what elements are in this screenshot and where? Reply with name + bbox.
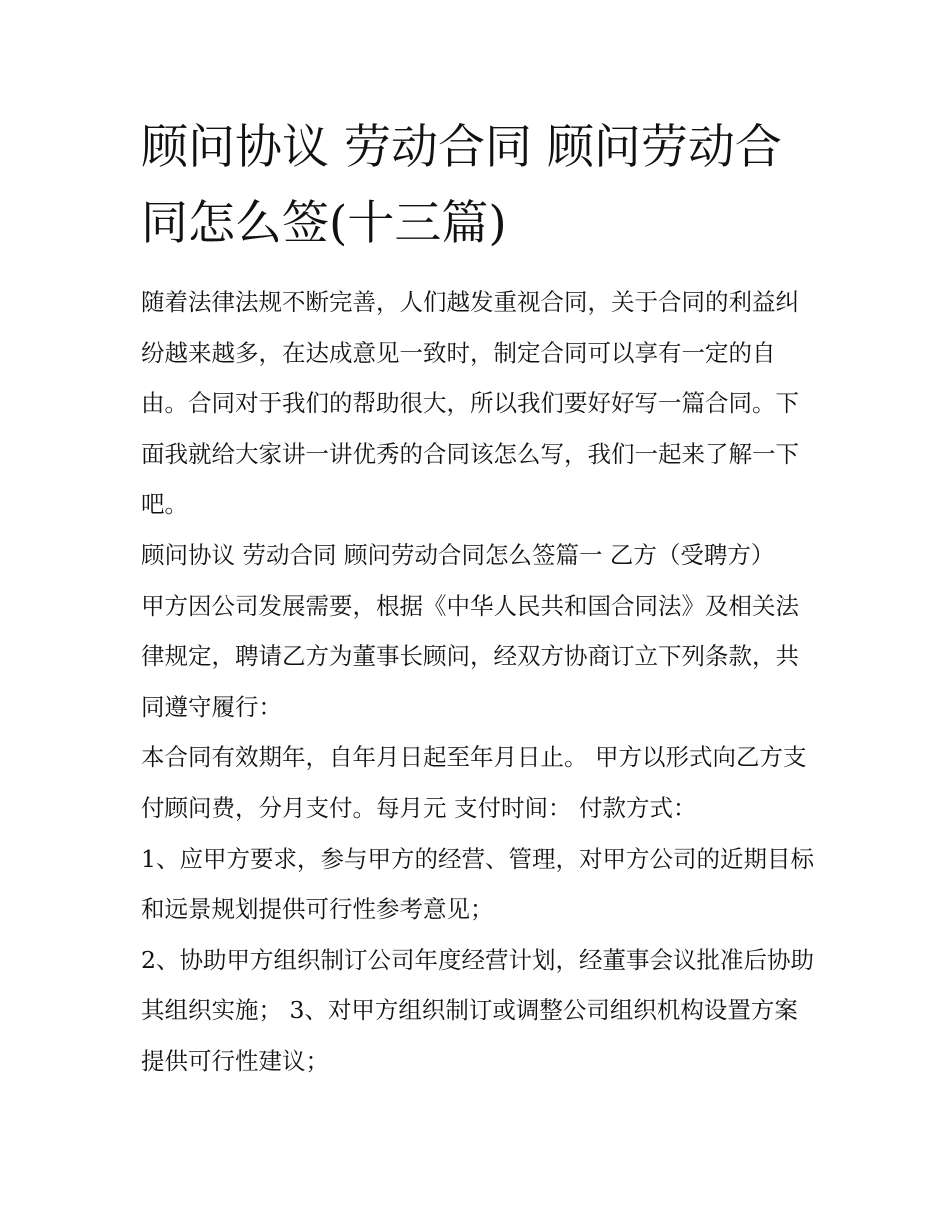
document-body	[141, 277, 821, 1087]
paragraph-term-and-fee: 本合同有效期年，自年月日起至年月日止。 甲方以形式向乙方支付顾问费，分月支付。每月元 支付时间： 付款方式：	[141, 743, 807, 822]
document-title: 顾问协议 劳动合同 顾问劳动合同怎么签(十三篇)	[141, 120, 782, 251]
paragraph-clause-1: 1、应甲方要求，参与甲方的经营、管理，对甲方公司的近期目标和远景规划提供可行性参考意见；	[141, 844, 814, 924]
paragraph-section-one-heading: 顾问协议 劳动合同 顾问劳动合同怎么签篇一 乙方（受聘方）	[141, 540, 775, 569]
paragraph-intro: 随着法律法规不断完善，人们越发重视合同，关于合同的利益纠纷越来越多，在达成意见一致时，制定合同可以享有一定的自由。合同对于我们的帮助很大，所以我们要好好写一篇合同。下面我就给大家讲一讲优秀的合同该怎么写，我们一起来了解一下吧。	[141, 288, 799, 519]
paragraph-clause-2-3: 2、协助甲方组织制订公司年度经营计划，经董事会议批准后协助其组织实施； 3、对甲方组织制订或调整公司组织机构设置方案提供可行性建议；	[141, 945, 814, 1075]
paragraph-preamble: 甲方因公司发展需要，根据《中华人民共和国合同法》及相关法律规定，聘请乙方为董事长顾问，经双方协商订立下列条款，共同遵守履行：	[141, 591, 799, 721]
